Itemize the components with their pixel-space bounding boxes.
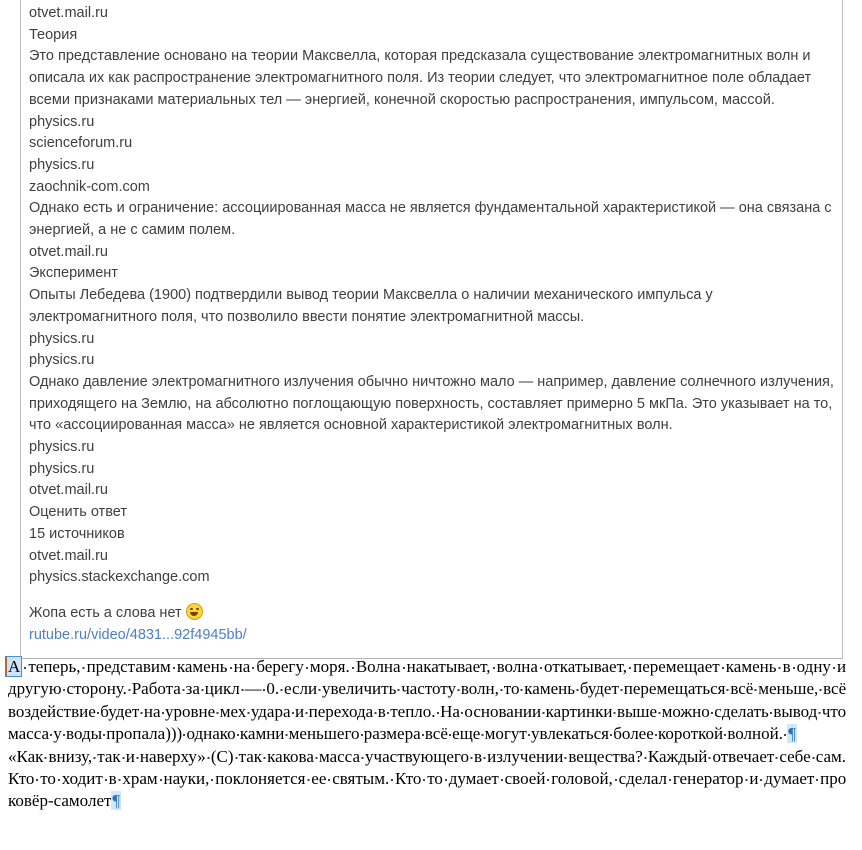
quote-line-theory-text: Это представление основано на теории Максвелла, которая предсказала существование электромагнитных волн и описала их как распространение электромагнитного поля. Из теории следует, что электромагнитное поле обладает всеми признаками материальных тел — энергией, конечной скоростью распространения, импульсом, массой. (29, 48, 812, 108)
video-link[interactable]: rutube.ru/video/4831...92f4945bb/ (29, 626, 247, 643)
quote-line-source: physics.stackexchange.com (29, 569, 210, 586)
quote-line-experiment-heading: Эксперимент (29, 265, 118, 282)
quote-line-source: physics.ru (29, 156, 95, 173)
quote-line-source: physics.ru (29, 460, 95, 477)
sources-count-text: 15 источников (29, 525, 125, 542)
quote-line-source: otvet.mail.ru (29, 5, 108, 21)
quote-line-theory-heading: Теория (29, 26, 78, 43)
joke-line (29, 603, 834, 625)
quote-line-source: physics.ru (29, 352, 95, 369)
quote-line-experiment-text: Опыты Лебедева (1900) подтвердили вывод теории Максвелла о наличии механического импульса у электромагнитного поля, что позволило ввести понятие электромагнитной массы. (29, 287, 713, 325)
pilcrow-mark: ¶ (112, 791, 121, 811)
document-body-text[interactable] (8, 656, 846, 813)
doc-paragraph-2 (8, 746, 846, 813)
quote-line-source: otvet.mail.ru (29, 482, 108, 499)
selected-char: А (5, 656, 22, 677)
pilcrow-mark: ¶ (788, 724, 796, 744)
doc-paragraph-1 (8, 656, 846, 746)
joke-text: Жопа есть а слова нет (29, 604, 182, 621)
quote-line-source: otvet.mail.ru (29, 243, 108, 260)
quote-line-source: physics.ru (29, 439, 95, 456)
quote-line-source: scienceforum.ru (29, 135, 133, 152)
quote-line-source: physics.ru (29, 113, 95, 130)
quote-line-source: otvet.mail.ru (29, 547, 108, 564)
quote-line-limitation-text: Однако есть и ограничение: ассоциированная масса не является фундаментальной характеристикой — она связана с энергией, а не с самим полем. (29, 200, 832, 239)
paragraph-2-text: «Как внизу, так и наверху» (С) так какова масса участвующего в излучении вещества? Каждый отвечает себе сам. Кто то ходит в храм науки, поклоняется ее святым. Кто то думает своей головой, сделал генератор и думает про ковёр-самолет (8, 746, 847, 811)
laughing-smiley-icon (186, 603, 203, 620)
video-link-line (29, 625, 834, 647)
quote-line-source: physics.ru (29, 330, 95, 347)
quote-line-source: zaochnik-com.com (29, 178, 150, 195)
quote-block (20, 0, 843, 659)
rate-answer-text: Оценить ответ (29, 504, 127, 521)
paragraph-1-text: теперь, представим камень на берегу моря. Волна накатывает, волна откатывает, перемещает камень в одну и другую сторону. Работа за цикл — 0. если увеличить частоту волн, то камень будет перемещаться всё меньше, всё воздействие будет на уровне мех удара и перехода в тепло. На основании картинки выше можно сделать вывод что масса у воды пропала))) однако камни меньшего размера всё еще могут увлекаться более короткой волной. (8, 657, 847, 744)
quote-line-pressure-text: Однако давление электромагнитного излучения обычно ничтожно мало — например, давление солнечного излучения, приходящего на Землю, на абсолютно поглощающую поверхность, составляет примерно 5 мкПа. Это указывает на то, что «ассоциированная масса» не является основной характеристикой электромагнитных волн. (29, 373, 834, 434)
